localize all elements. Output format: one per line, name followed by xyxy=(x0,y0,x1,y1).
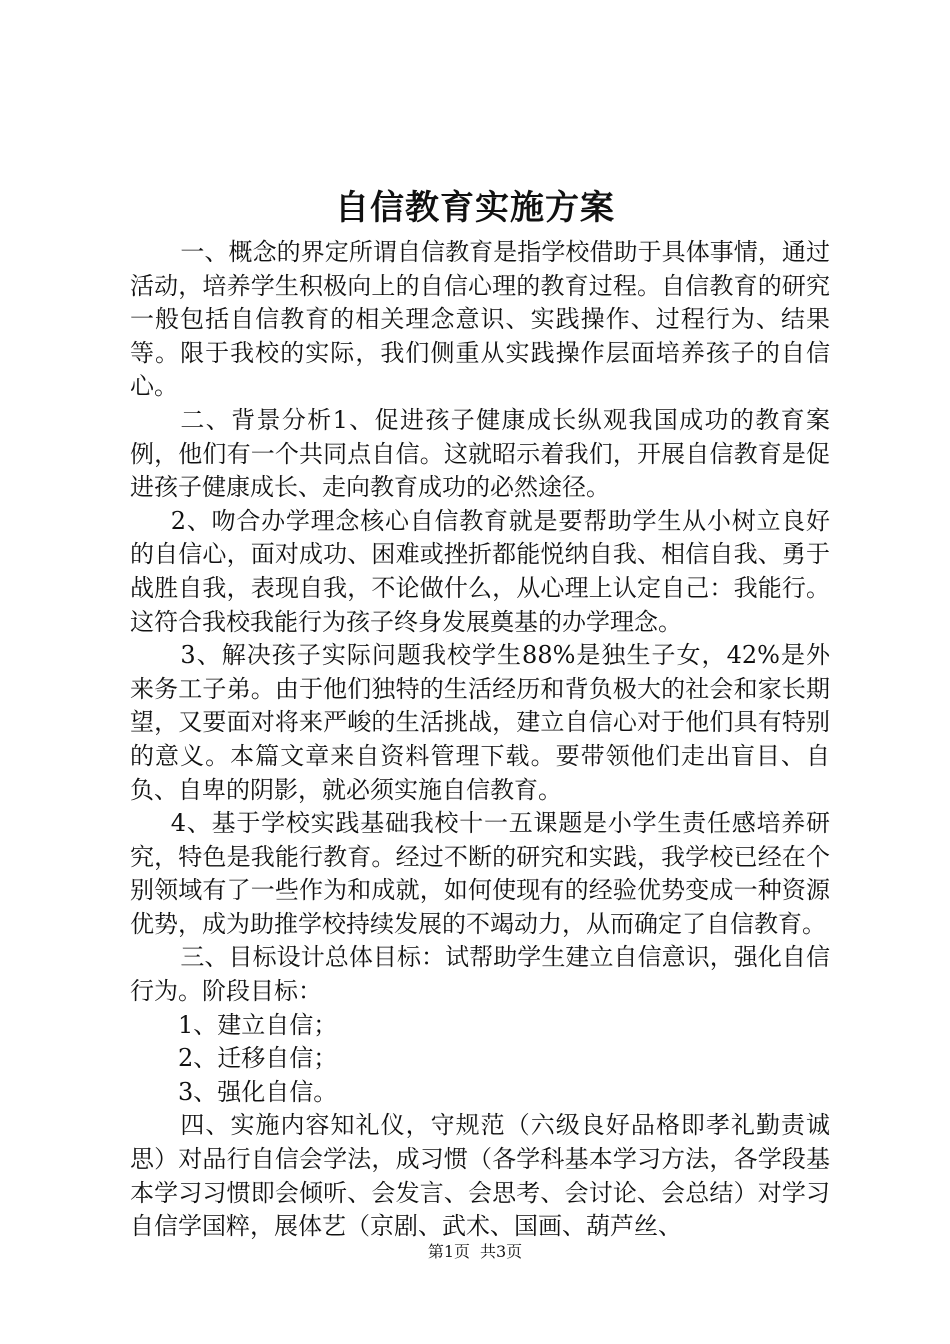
page-number: 第1页 xyxy=(427,1242,470,1261)
list-item-goal-1: 1、建立自信； xyxy=(178,1010,338,1039)
page-total: 共3页 xyxy=(480,1242,523,1261)
paragraph-background: 二、背景分析1、促进孩子健康成长纵观我国成功的教育案例，他们有一个共同点自信。这就昭示着我们，开展自信教育是促进孩子健康成长、走向教育成功的必然途径。 xyxy=(130,405,830,502)
list-item-goal-3: 3、强化自信。 xyxy=(178,1077,338,1106)
list-item-goal-2: 2、迁移自信； xyxy=(178,1044,338,1073)
paragraph-implementation: 四、实施内容知礼仪，守规范（六级良好品格即孝礼勤责诚思）对品行自信会学法，成习惯（各学科基本学习方法，各学段基本学习习惯即会倾听、会发言、会思考、会讨论、会总结）对学习自信学国粹，展体艺（京剧、武术、国画、葫芦丝、 xyxy=(130,1111,830,1241)
paragraph-concept: 一、概念的界定所谓自信教育是指学校借助于具体事情，通过活动，培养学生积极向上的自信心理的教育过程。自信教育的研究一般包括自信教育的相关理念意识、实践操作、过程行为、结果等。限于我校的实际，我们侧重从实践操作层面培养孩子的自信心。 xyxy=(130,238,830,401)
paragraph-practice-basis: 4、基于学校实践基础我校十一五课题是小学生责任感培养研究，特色是我能行教育。经过不断的研究和实践，我学校已经在个别领域有了一些作为和成就，如何使现有的经验优势变成一种资源优势，成为助推学校持续发展的不竭动力，从而确定了自信教育。 xyxy=(130,809,830,938)
paragraph-philosophy: 2、吻合办学理念核心自信教育就是要帮助学生从小树立良好的自信心，面对成功、困难或挫折都能悦纳自我、相信自我、勇于战胜自我，表现自我，不论做什么，从心理上认定自己：我能行。这符合我校我能行为孩子终身发展奠基的办学理念。 xyxy=(130,506,830,636)
page-footer xyxy=(0,1240,950,1264)
paragraph-practical-issues: 3、解决孩子实际问题我校学生88%是独生子女，42%是外来务工子弟。由于他们独特的生活经历和背负极大的社会和家长期望，又要面对将来严峻的生活挑战，建立自信心对于他们具有特别的意义。本篇文章来自资料管理下载。要带领他们走出盲目、自负、自卑的阴影，就必须实施自信教育。 xyxy=(130,641,830,804)
document-body xyxy=(130,236,830,1244)
paragraph-goals: 三、目标设计总体目标：试帮助学生建立自信意识，强化自信行为。阶段目标： xyxy=(130,943,830,1006)
document-title: 自信教育实施方案 xyxy=(335,188,615,228)
